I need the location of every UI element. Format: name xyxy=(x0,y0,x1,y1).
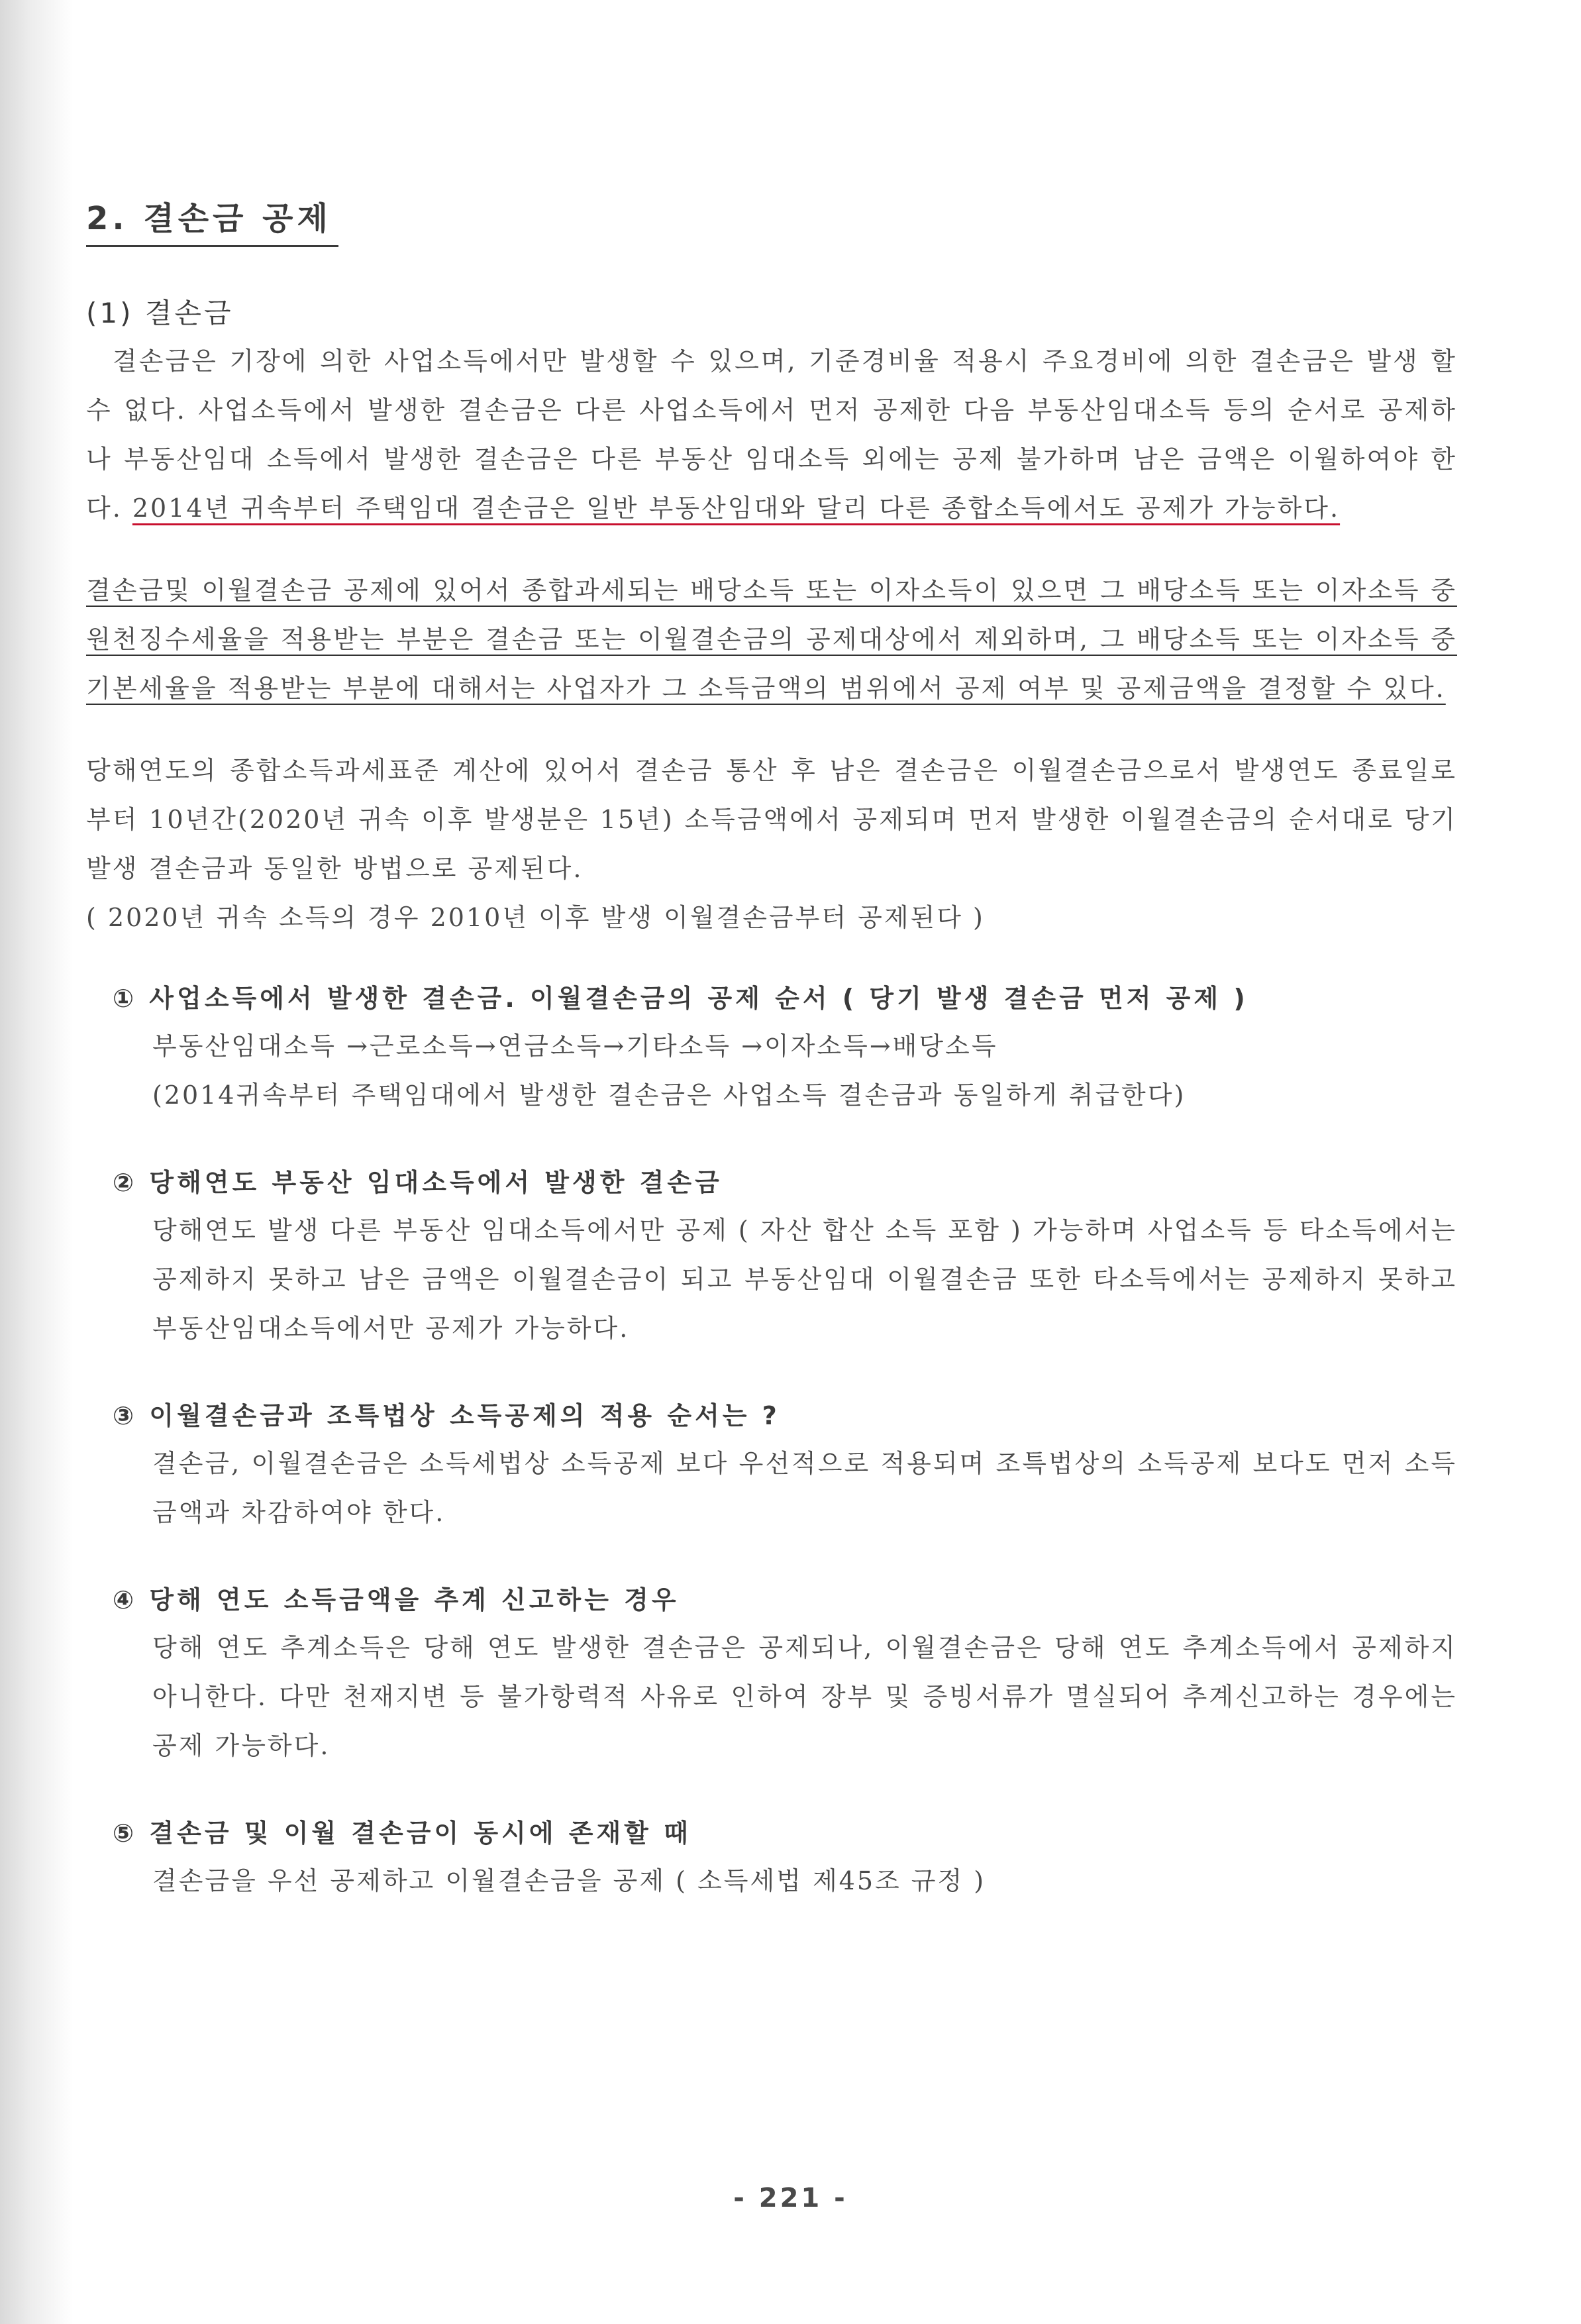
list-item-body xyxy=(152,1022,1457,1120)
list-item-body: 당해 연도 추계소득은 당해 연도 발생한 결손금은 공제되나, 이월결손금은 당해 연도 추계소득에서 공제하지 아니한다. 다만 천재지변 등 불가항력적 사유로 인하여 장부 및 증빙서류가 멸실되어 추계신고하는 경우에는 공제 가능하다. xyxy=(152,1633,1457,1760)
deduction-order-note: (2014귀속부터 주택임대에서 발생한 결손금은 사업소득 결손금과 동일하게 취급한다) xyxy=(152,1081,1186,1110)
list-item-title: ⑤ 결손금 및 이월 결손금이 동시에 존재할 때 xyxy=(113,1819,691,1848)
list-item xyxy=(113,1577,1457,1770)
list-item-body: 결손금, 이월결손금은 소득세법상 소득공제 보다 우선적으로 적용되며 조특법상의 소득공제 보다도 먼저 소득금액과 차감하여야 한다. xyxy=(152,1449,1457,1527)
list-item xyxy=(113,1393,1457,1537)
list-item-title: ② 당해연도 부동산 임대소득에서 발생한 결손금 xyxy=(113,1168,723,1197)
paragraph-carryover-note: ( 2020년 귀속 소득의 경우 2010년 이후 발생 이월결손금부터 공제된다 ) xyxy=(86,903,985,932)
list-item xyxy=(113,1810,1457,1905)
underlined-dividend-interest-text: 결손금및 이월결손금 공제에 있어서 종합과세되는 배당소득 또는 이자소득이 있으면 그 배당소득 또는 이자소득 중 원천징수세율을 적용받는 부분은 결손금 또는 이월결손금의 공제대상에서 제외하며, 그 배당소득 또는 이자소득 중 기본세율을 적용받는 부분에 대해서는 사업자가 그 소득금액의 범위에서 공제 여부 및 공제금액을 결정할 수 있다. xyxy=(86,576,1457,703)
list-item-body: 결손금을 우선 공제하고 이월결손금을 공제 ( 소득세법 제45조 규정 ) xyxy=(152,1866,986,1895)
document-page xyxy=(86,192,1457,1905)
list-item-body: 당해연도 발생 다른 부동산 임대소득에서만 공제 ( 자산 합산 소득 포함 ) 가능하며 사업소득 등 타소득에서는 공제하지 못하고 남은 금액은 이월결손금이 되고 부동산임대 이월결손금 또한 타소득에서는 공제하지 못하고 부동산임대소득에서만 공제가 가능하다. xyxy=(152,1216,1457,1343)
page-number: - 221 - xyxy=(733,2183,848,2213)
list-item xyxy=(113,975,1457,1120)
section-heading xyxy=(86,192,1457,247)
list-item-title: ④ 당해 연도 소득금액을 추계 신고하는 경우 xyxy=(113,1585,680,1614)
list-item xyxy=(113,1159,1457,1353)
highlighted-housing-rental-note: 2014년 귀속부터 주택임대 결손금은 일반 부동산임대와 달리 다른 종합소득에서도 공제가 가능하다. xyxy=(132,494,1341,523)
paragraph-carryover-loss: 당해연도의 종합소득과세표준 계산에 있어서 결손금 통산 후 남은 결손금은 이월결손금으로서 발생연도 종료일로부터 10년간(2020년 귀속 이후 발생분은 15년) 소득금액에서 공제되며 먼저 발생한 이월결손금의 순서대로 당기 발생 결손금과 동일한 방법으로 공제된다. xyxy=(86,756,1457,883)
paragraph-loss-overview-text: 결손금은 기장에 의한 사업소득에서만 발생할 수 있으며, 기준경비율 적용시 주요경비에 의한 결손금은 발생 할 수 없다. 사업소득에서 발생한 결손금은 다른 사업소득에서 먼저 공제한 다음 부동산임대소득 등의 순서로 공제하나 부동산임대 소득에서 발생한 결손금은 다른 부동산 임대소득 외에는 공제 불가하며 남은 금액은 이월하여야 한다. xyxy=(86,346,1457,523)
subsection-title: (1) 결손금 xyxy=(86,297,234,329)
deduction-order-line: 부동산임대소득 →근로소득→연금소득→기타소득 →이자소득→배당소득 xyxy=(152,1031,998,1061)
list-item-title: ① 사업소득에서 발생한 결손금. 이월결손금의 공제 순서 ( 당기 발생 결손금 먼저 공제 ) xyxy=(113,984,1249,1013)
paragraph-loss-overview xyxy=(86,337,1457,533)
list-item-title: ③ 이월결손금과 조특법상 소득공제의 적용 순서는 ? xyxy=(113,1401,780,1430)
scan-shadow-edge xyxy=(0,0,73,2324)
section-title: 2. 결손금 공제 xyxy=(86,192,338,247)
paragraph-dividend-interest xyxy=(86,566,1457,713)
